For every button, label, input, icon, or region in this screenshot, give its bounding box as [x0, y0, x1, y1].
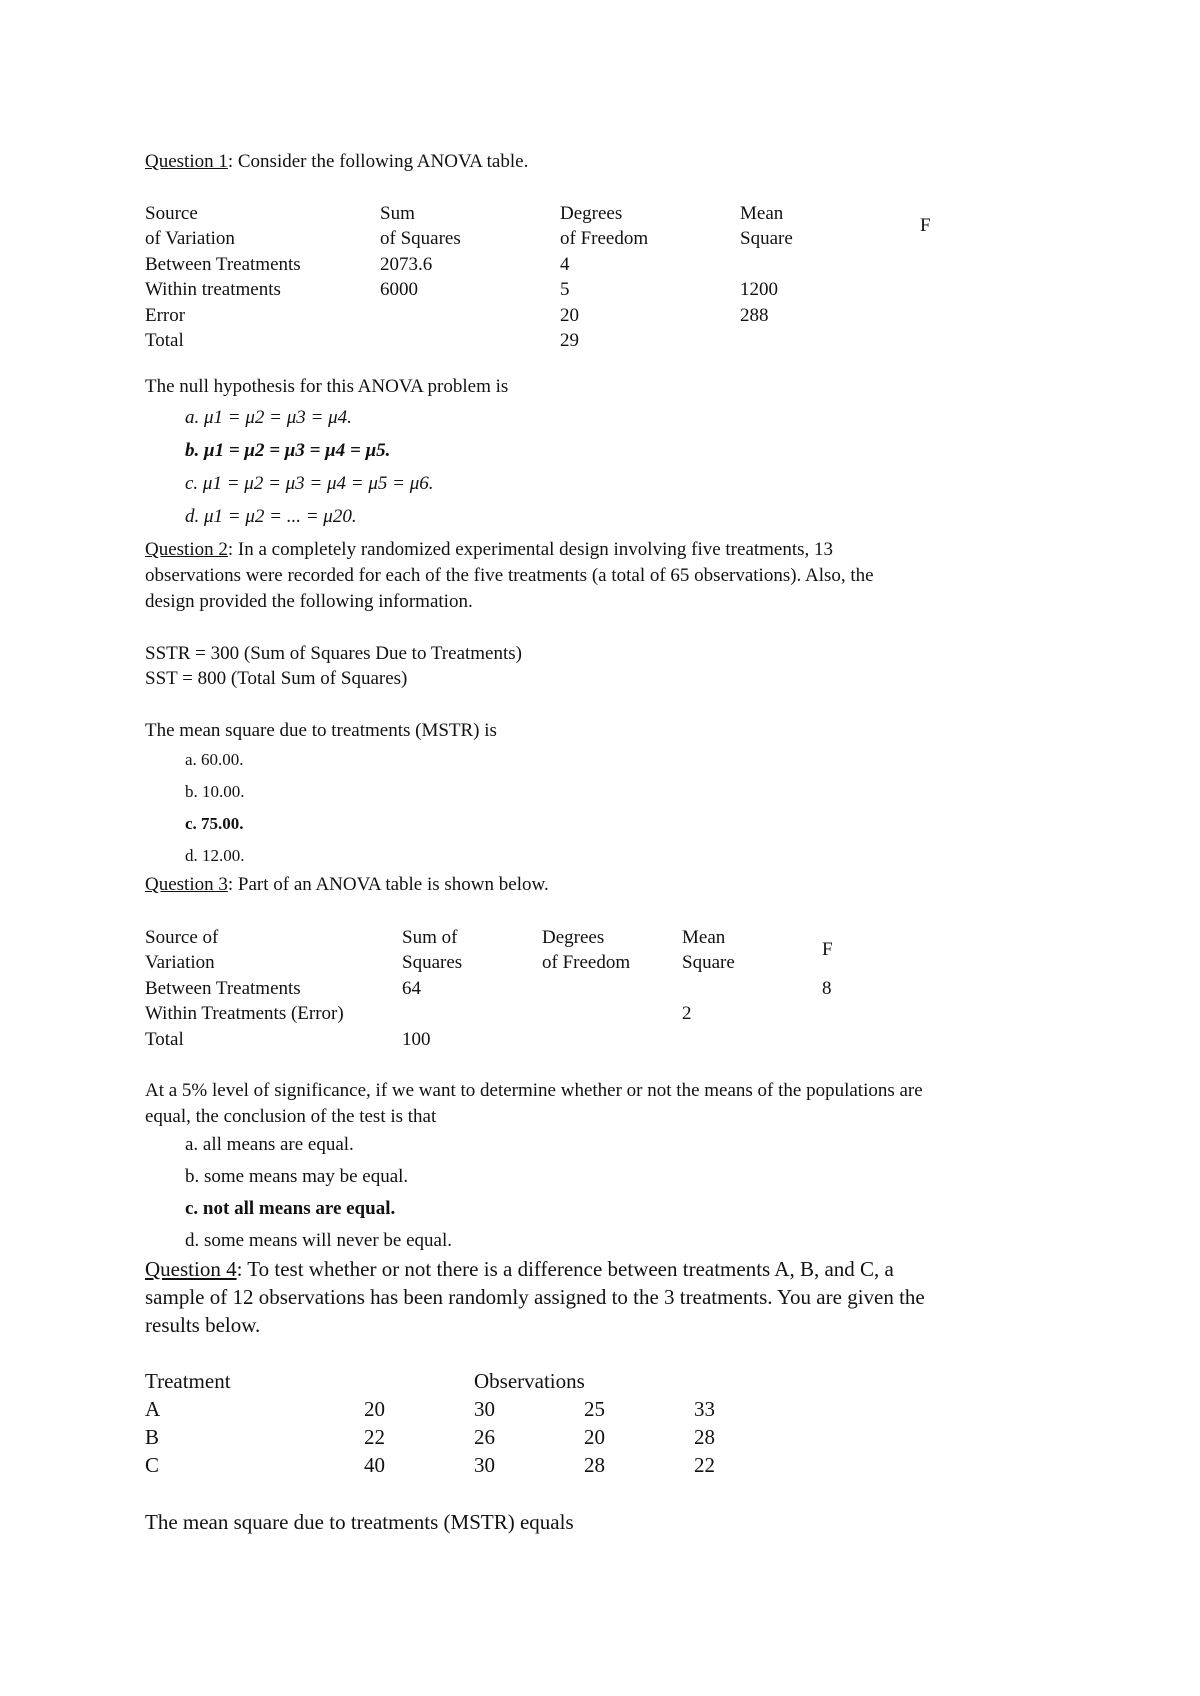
q1-option-b: b. μ1 = μ2 = μ3 = μ4 = μ5. — [185, 440, 391, 461]
q4-row-a-obs-1: 20 — [364, 1397, 385, 1421]
q4-row-b-obs-3: 20 — [584, 1425, 605, 1449]
q3-row-within-ms: 2 — [682, 1003, 692, 1024]
q2-option-b: b. 10.00. — [185, 782, 245, 801]
q4-line-1: : To test whether or not there is a difference between treatments A, B, and C, a — [236, 1257, 894, 1281]
q2-title-line — [145, 540, 833, 559]
q3-row-between-ss: 64 — [402, 978, 421, 999]
q2-sst: SST = 800 (Total Sum of Squares) — [145, 668, 408, 689]
q4-line-3: results below. — [145, 1313, 261, 1337]
q3-header-source-1: Source of — [145, 927, 219, 948]
q3-row-total-source: Total — [145, 1029, 184, 1050]
q3-header-source-2: Variation — [145, 952, 215, 973]
q3-option-b: b. some means may be equal. — [185, 1166, 409, 1187]
q1-question: The null hypothesis for this ANOVA problem is — [145, 376, 509, 397]
q4-header-treatment: Treatment — [145, 1369, 231, 1393]
q1-row-total-source: Total — [145, 330, 184, 351]
q3-option-d: d. some means will never be equal. — [185, 1230, 452, 1251]
q3-prompt: : Part of an ANOVA table is shown below. — [227, 874, 549, 895]
q2-sstr: SSTR = 300 (Sum of Squares Due to Treatments) — [145, 643, 522, 664]
q4-row-a-obs-2: 30 — [474, 1397, 495, 1421]
q1-heading: Question 1 — [145, 151, 228, 172]
q1-row-within-ms: 1200 — [740, 279, 778, 300]
q4-row-c-obs-4: 22 — [694, 1453, 715, 1477]
q2-option-d: d. 12.00. — [185, 846, 245, 865]
q1-header-source-1: Source — [145, 203, 198, 224]
q1-header-f: F — [920, 215, 931, 236]
q4-row-b-obs-1: 22 — [364, 1425, 385, 1449]
q3-row-between-source: Between Treatments — [145, 978, 301, 999]
q4-line-2: sample of 12 observations has been randomly assigned to the 3 treatments. You are given the — [145, 1285, 925, 1309]
q4-question: The mean square due to treatments (MSTR) equals — [145, 1510, 574, 1534]
q4-row-c-obs-2: 30 — [474, 1453, 495, 1477]
q1-row-error-df: 20 — [560, 305, 579, 326]
q3-row-between-f: 8 — [822, 978, 832, 999]
q3-question-line-1: At a 5% level of significance, if we want to determine whether or not the means of the populations are — [145, 1080, 923, 1101]
q4-row-a-label: A — [145, 1397, 161, 1421]
q1-header-ms-1: Mean — [740, 203, 784, 224]
q1-prompt: : Consider the following ANOVA table. — [227, 151, 529, 172]
q4-row-a-obs-3: 25 — [584, 1397, 605, 1421]
q3-header-f: F — [822, 939, 833, 960]
q4-row-c-obs-1: 40 — [364, 1453, 385, 1477]
q2-option-a: a. 60.00. — [185, 750, 244, 769]
q3-header-ms-1: Mean — [682, 927, 726, 948]
q1-header-source-2: of Variation — [145, 228, 235, 249]
q2-line-1: : In a completely randomized experimental design involving five treatments, 13 — [227, 539, 834, 560]
q2-line-3: design provided the following information. — [145, 591, 473, 612]
q1-header-ss-1: Sum — [380, 203, 415, 224]
q4-row-b-obs-2: 26 — [474, 1425, 495, 1449]
q4-header-observations: Observations — [474, 1369, 585, 1393]
q3-header-ms-2: Square — [682, 952, 735, 973]
q1-header-ss-2: of Squares — [380, 228, 461, 249]
q4-row-c-label: C — [145, 1453, 160, 1477]
q4-row-a-obs-4: 33 — [694, 1397, 715, 1421]
q3-header-ss-1: Sum of — [402, 927, 458, 948]
q1-row-within-ss: 6000 — [380, 279, 418, 300]
q4-row-b-label: B — [145, 1425, 160, 1449]
q2-line-2: observations were recorded for each of the five treatments (a total of 65 observations). Also, the — [145, 565, 874, 586]
q3-option-a: a. all means are equal. — [185, 1134, 354, 1155]
q1-row-between-df: 4 — [560, 254, 570, 275]
q1-row-between-source: Between Treatments — [145, 254, 301, 275]
q3-heading: Question 3 — [145, 874, 228, 895]
q3-row-total-ss: 100 — [402, 1029, 431, 1050]
q3-row-within-source: Within Treatments (Error) — [145, 1003, 344, 1024]
q3-title-line — [145, 875, 549, 894]
q1-row-error-source: Error — [145, 305, 186, 326]
q3-header-df-2: of Freedom — [542, 952, 631, 973]
q4-title-line — [145, 1259, 894, 1280]
q2-question: The mean square due to treatments (MSTR) is — [145, 720, 497, 741]
q3-header-ss-2: Squares — [402, 952, 463, 973]
q1-option-c: c. μ1 = μ2 = μ3 = μ4 = μ5 = μ6. — [185, 473, 434, 494]
q1-row-within-df: 5 — [560, 279, 570, 300]
q1-header-df-1: Degrees — [560, 203, 623, 224]
q1-row-total-df: 29 — [560, 330, 579, 351]
q2-option-c: c. 75.00. — [185, 814, 244, 833]
q1-option-d: d. μ1 = μ2 = ... = μ20. — [185, 506, 357, 527]
q1-row-between-ss: 2073.6 — [380, 254, 433, 275]
q1-row-error-ms: 288 — [740, 305, 769, 326]
q3-header-df-1: Degrees — [542, 927, 605, 948]
q1-row-within-source: Within treatments — [145, 279, 281, 300]
q3-question-line-2: equal, the conclusion of the test is that — [145, 1106, 437, 1127]
q4-row-c-obs-3: 28 — [584, 1453, 605, 1477]
q1-option-a: a. μ1 = μ2 = μ3 = μ4. — [185, 407, 352, 428]
q1-title-line — [145, 152, 528, 171]
q1-header-df-2: of Freedom — [560, 228, 649, 249]
q3-option-c: c. not all means are equal. — [185, 1198, 396, 1219]
q2-heading: Question 2 — [145, 539, 228, 560]
q4-heading: Question 4 — [145, 1257, 237, 1281]
q4-row-b-obs-4: 28 — [694, 1425, 715, 1449]
q1-header-ms-2: Square — [740, 228, 793, 249]
